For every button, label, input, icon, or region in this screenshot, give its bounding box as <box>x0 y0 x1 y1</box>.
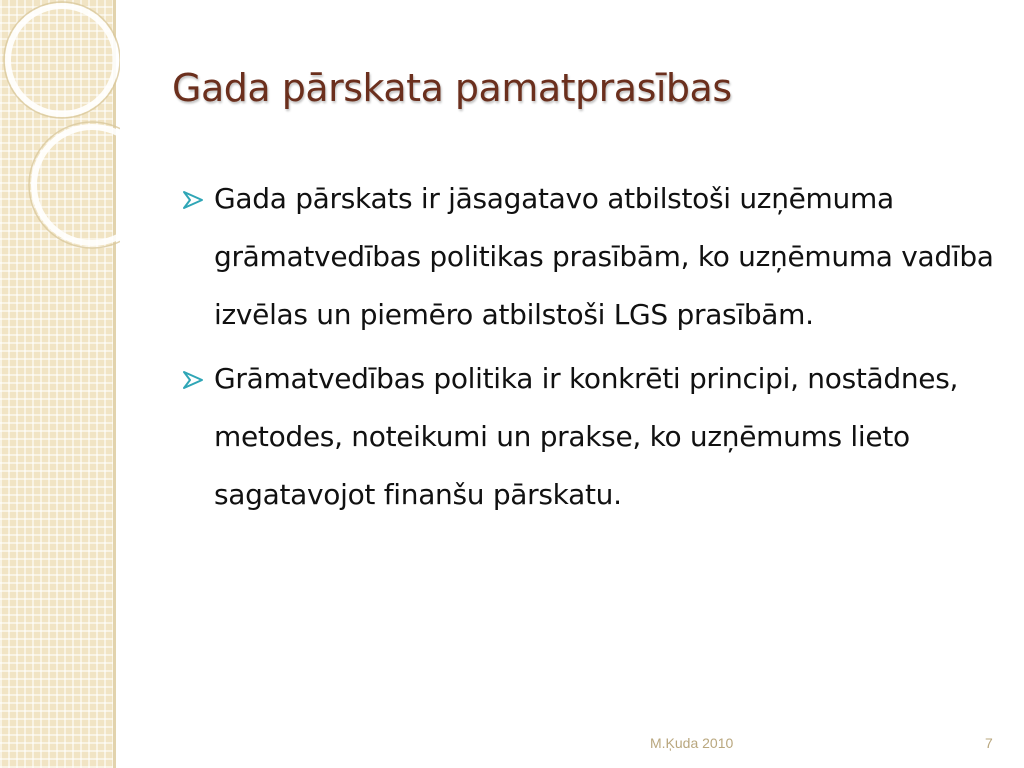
bullet-list <box>180 170 1000 530</box>
decorative-rings <box>0 0 120 260</box>
bullet-text: Gada pārskats ir jāsagatavo atbilstoši uzņēmuma grāmatvedības politikas prasībām, ko uzņēmuma vadība izvēlas un piemēro atbilstoši LGS prasībām. <box>214 182 994 331</box>
decorative-ring-top-shadow <box>4 2 120 118</box>
bullet-item <box>180 170 1000 344</box>
slide-title: Gada pārskata pamatprasības <box>172 66 732 110</box>
decorative-ring-bottom <box>34 127 120 243</box>
bullet-item <box>180 350 1000 524</box>
arrow-bullet-icon <box>182 190 204 210</box>
page-number: 7 <box>985 735 993 751</box>
arrow-bullet-icon <box>182 370 204 390</box>
footer-author: M.Ķuda 2010 <box>650 735 734 751</box>
decorative-ring-bottom-shadow <box>29 122 120 248</box>
bullet-text: Grāmatvedības politika ir konkrēti principi, nostādnes, metodes, noteikumi un prakse, ko uzņēmums lieto sagatavojot finanšu pārskatu. <box>214 362 959 511</box>
decorative-ring-top <box>8 6 116 114</box>
